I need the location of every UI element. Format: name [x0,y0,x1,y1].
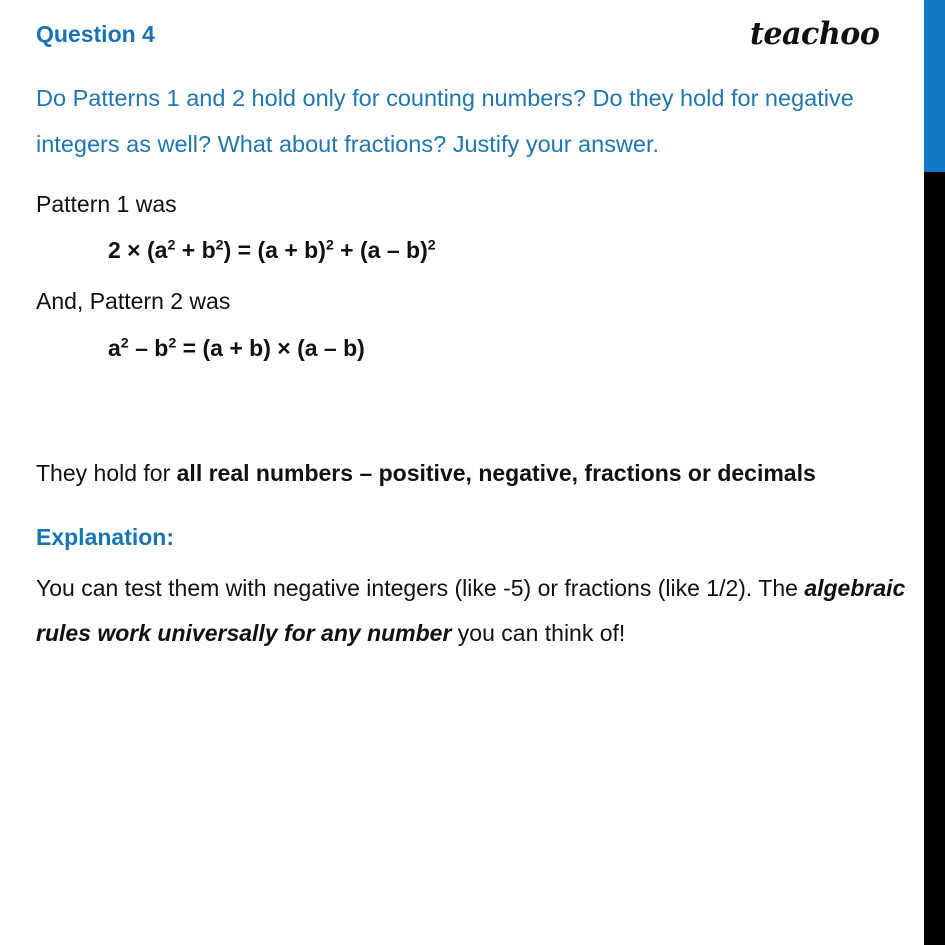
page-title: Question 4 [36,21,155,47]
formula-2-text: $a^2 - b^2 = (a + b) \times (a - b)$ [108,334,365,361]
pattern-1-formula [108,236,905,265]
question-text: Do Patterns 1 and 2 hold only for counting numbers? Do they hold for negative integers as well? What about fractions? Justify your answer. [36,85,854,157]
right-edge-bar [924,0,945,945]
teachoo-logo: teachoo [749,16,879,52]
answer-emphasis: all real numbers – positive, negative, fractions or decimals [176,459,816,486]
content-spacer [36,363,905,451]
explanation-emphasis: algebraic rules work universally for any number [36,575,906,647]
pattern-1-label: Pattern 1 was [36,190,177,217]
page-header [36,16,905,66]
pattern-2-formula [108,334,905,363]
explanation-text [36,566,908,656]
pattern-2-label: And, Pattern 2 was [36,288,231,315]
answer-prefix: They hold for [36,459,177,486]
edge-bar-blue-segment [924,0,945,172]
explanation-part-1: You can test them with negative integers (like -5) or fractions (like 1/2). The [36,575,805,602]
explanation-part-2: you can think of! [451,620,626,647]
explanation-heading: Explanation: [36,524,175,551]
edge-bar-dark-segment [924,172,945,945]
answer-statement [36,451,908,496]
formula-1-text: $2 \times (a^2 + b^2) = (a + b)^2 + (a - b)^2$ [108,237,436,264]
